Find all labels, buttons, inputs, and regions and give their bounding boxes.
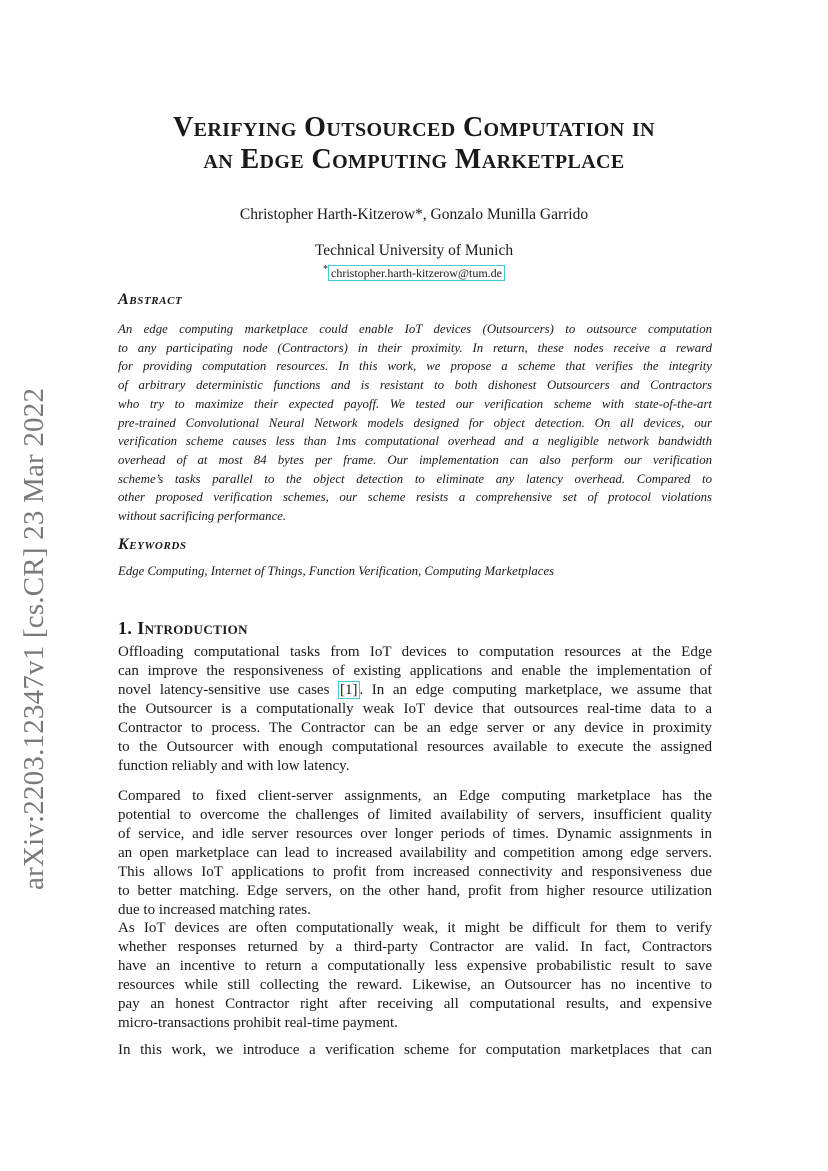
paragraph-line — [118, 681, 712, 700]
intro-paragraph-2 — [118, 787, 712, 920]
line-text: novel latency-sensitive use cases — [118, 682, 338, 698]
paragraph-line: In this work, we introduce a verification scheme for computation marketplaces that can — [118, 1042, 712, 1058]
paragraph-line: can improve the responsiveness of existing applications and enable the implementation of — [118, 663, 712, 679]
arxiv-stamp: arXiv:2203.12347v1 [cs.CR] 23 Mar 2022 — [18, 387, 50, 890]
paragraph-line: to the Outsourcer with enough computational resources available to execute the assigned — [118, 739, 712, 755]
title-line-1: Verifying Outsourced Computation in — [172, 112, 656, 143]
intro-paragraph-3 — [118, 919, 712, 1033]
paper-title — [118, 112, 710, 176]
paragraph-line: micro-transactions prohibit real-time payment. — [118, 1015, 398, 1031]
email-link[interactable]: christopher.harth-kitzerow@tum.de — [328, 265, 505, 281]
abstract-line: overhead of at most 84 bytes per frame. Our implementation can also perform our verification — [118, 452, 712, 467]
paragraph-line: due to increased matching rates. — [118, 902, 311, 918]
paragraph-line: whether responses returned by a third-party Contractor are valid. In fact, Contractors — [118, 939, 712, 955]
paragraph-line: As IoT devices are often computationally weak, it might be difficult for them to verify — [118, 920, 712, 936]
paragraph-line: This allows IoT applications to profit from increased connectivity and responsiveness due — [118, 864, 712, 880]
paragraph-line: Offloading computational tasks from IoT devices to computation resources at the Edge — [118, 644, 712, 660]
keywords-heading: Keywords — [118, 536, 187, 553]
abstract-heading: Abstract — [118, 291, 183, 308]
abstract-line: without sacrificing performance. — [118, 509, 287, 524]
abstract-line: to any participating node (Contractors) in their proximity. In return, these nodes receive a reward — [118, 340, 712, 355]
paragraph-line: an open marketplace can lead to increased availability and competition among edge servers. — [118, 845, 712, 861]
abstract-line: who try to maximize their expected payoff. We tested our verification scheme with state-of-the-art — [118, 396, 712, 411]
line-text: . In an edge computing marketplace, we assume that — [359, 682, 713, 698]
keywords-text: Edge Computing, Internet of Things, Function Verification, Computing Marketplaces — [118, 564, 555, 578]
abstract-line: other proposed verification schemes, our scheme resists a comprehensive set of protocol violations — [118, 490, 712, 505]
affiliation: Technical University of Munich — [314, 242, 514, 259]
abstract-line: scheme’s tasks parallel to the object detection to eliminate any latency overhead. Compared to — [118, 471, 712, 486]
citation-link[interactable]: [1] — [340, 682, 358, 698]
paragraph-line: resources while still collecting the reward. Likewise, an Outsourcer has no incentive to — [118, 977, 712, 993]
abstract-body — [118, 320, 712, 526]
paragraph-line: of service, and idle server resources over longer periods of times. Dynamic assignments in — [118, 826, 712, 842]
paragraph-line: have an incentive to return a computationally less expensive probabilistic result to save — [118, 958, 712, 974]
authors: Christopher Harth-Kitzerow*, Gonzalo Munilla Garrido — [239, 206, 589, 223]
paragraph-line: function reliably and with low latency. — [118, 758, 350, 774]
email-marker: * — [323, 264, 328, 275]
intro-paragraph-1 — [118, 643, 712, 776]
intro-paragraph-4 — [118, 1041, 712, 1060]
introduction-heading: 1. Introduction — [118, 618, 248, 638]
paragraph-line: Compared to fixed client-server assignments, an Edge computing marketplace has the — [118, 788, 712, 804]
paragraph-line: to better matching. Edge servers, on the other hand, profit from higher resource utilization — [118, 883, 712, 899]
paragraph-line: Contractor to process. The Contractor can be an edge server or any device in proximity — [118, 720, 712, 736]
paragraph-line: pay an honest Contractor right after receiving all computational results, and expensive — [118, 996, 712, 1012]
abstract-line: verification scheme causes less than 1ms computational overhead and a negligible network bandwidth — [118, 434, 712, 449]
abstract-line: for providing computation resources. In this work, we propose a scheme that verifies the integrity — [118, 359, 712, 374]
abstract-line: An edge computing marketplace could enable IoT devices (Outsourcers) to outsource computation — [118, 322, 712, 336]
abstract-line: of arbitrary deterministic functions and is resistant to both dishonest Outsourcers and Contractors — [118, 378, 712, 393]
paragraph-line: the Outsourcer is a computationally weak IoT device that outsources real-time data to a — [118, 701, 712, 717]
paragraph-line: potential to overcome the challenges of limited availability of servers, insufficient quality — [118, 807, 712, 823]
title-line-2: an Edge Computing Marketplace — [203, 144, 625, 175]
email-line — [118, 264, 710, 281]
abstract-line: pre-trained Convolutional Neural Network models designed for object detection. On all devices, our — [118, 415, 712, 430]
